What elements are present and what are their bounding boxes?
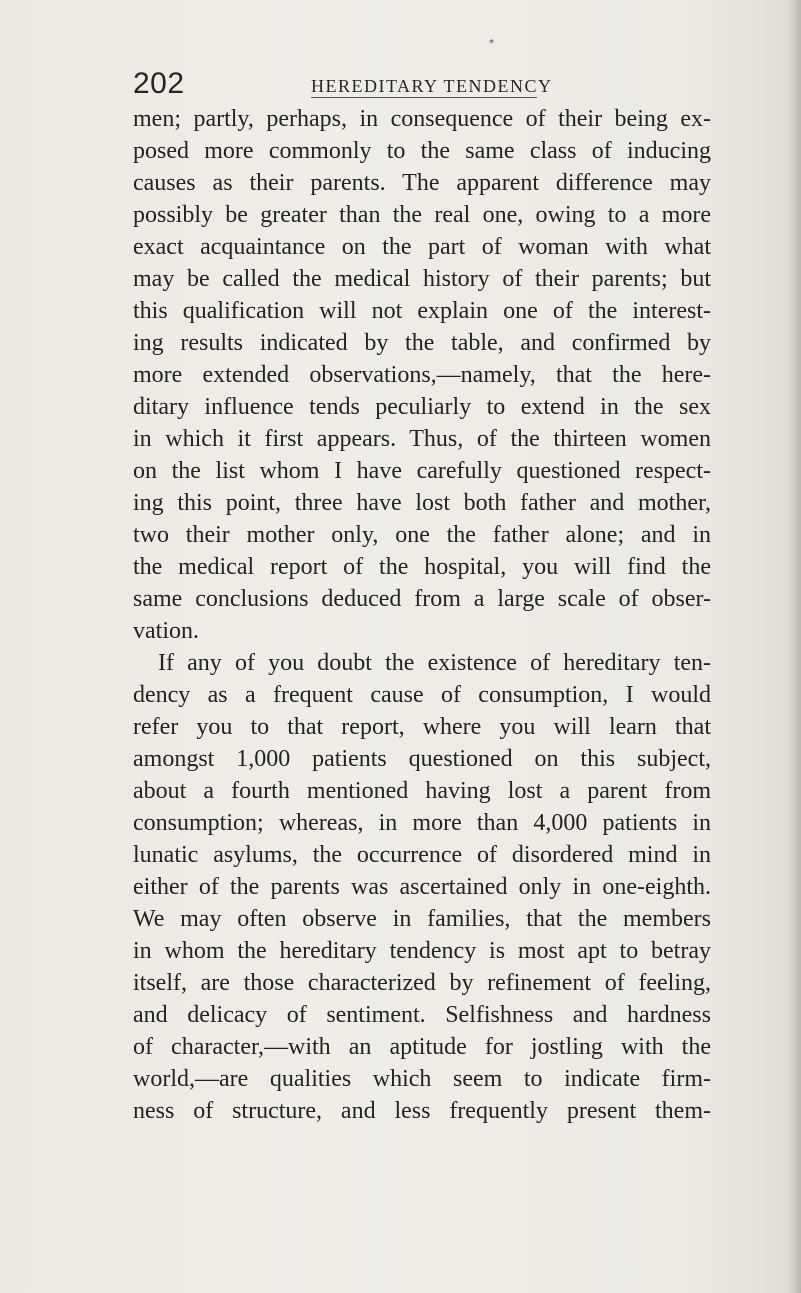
text-line: ing results indicated by the table, and confirmed by [133,330,711,356]
text-line: the medical report of the hospital, you will find the [133,554,711,580]
text-line: same conclusions deduced from a large scale of obser- [133,586,711,612]
text-line: amongst 1,000 patients questioned on this subject, [133,746,711,772]
running-head-underline [311,97,537,98]
text-line: more extended observations,—namely, that the here- [133,362,711,388]
paragraph-first-line: If any of you doubt the existence of hereditary ten- [158,650,711,676]
text-line: of character,—with an aptitude for jostling with the [133,1034,711,1060]
text-line: posed more commonly to the same class of inducing [133,138,711,164]
page-number: 202 [133,67,185,100]
text-line: possibly be greater than the real one, owing to a more [133,202,711,228]
text-line: refer you to that report, where you will learn that [133,714,711,740]
top-mark: * [489,38,494,49]
text-line: this qualification will not explain one of the interest- [133,298,711,324]
body-text [133,103,711,1127]
text-line: causes as their parents. The apparent difference may [133,170,711,196]
text-line: itself, are those characterized by refinement of feeling, [133,970,711,996]
text-line: and delicacy of sentiment. Selfishness and hardness [133,1002,711,1028]
text-line: ditary influence tends peculiarly to extend in the sex [133,394,711,420]
text-line: dency as a frequent cause of consumption, I would [133,682,711,708]
text-line: in whom the hereditary tendency is most apt to betray [133,938,711,964]
text-line: about a fourth mentioned having lost a parent from [133,778,711,804]
text-line: We may often observe in families, that the members [133,906,711,932]
text-line: two their mother only, one the father alone; and in [133,522,711,548]
text-line: ing this point, three have lost both father and mother, [133,490,711,516]
text-line: lunatic asylums, the occurrence of disordered mind in [133,842,711,868]
text-line: on the list whom I have carefully questioned respect- [133,458,711,484]
page-edge-shadow [787,0,801,1293]
page-header [133,66,693,106]
text-line: either of the parents was ascertained only in one-eighth. [133,874,711,900]
text-line: ness of structure, and less frequently present them- [133,1098,711,1124]
text-line: world,—are qualities which seem to indicate firm- [133,1066,711,1092]
text-line: may be called the medical history of their parents; but [133,266,711,292]
text-line: in which it first appears. Thus, of the thirteen women [133,426,711,452]
text-line: consumption; whereas, in more than 4,000 patients in [133,810,711,836]
paragraph-last-line: vation. [133,618,199,644]
text-line: men; partly, perhaps, in consequence of their being ex- [133,106,711,132]
text-line: exact acquaintance on the part of woman with what [133,234,711,260]
running-head: HEREDITARY TENDENCY [311,76,553,96]
